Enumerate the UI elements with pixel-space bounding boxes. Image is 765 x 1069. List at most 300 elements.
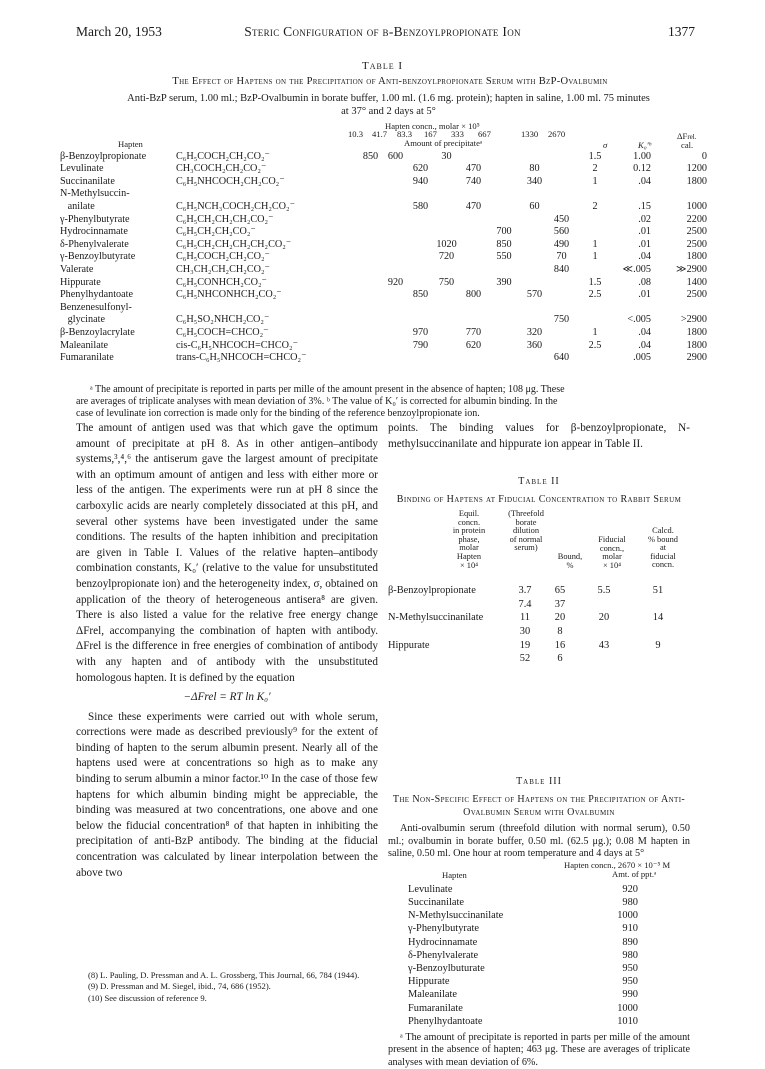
table2-fiducial: 43 bbox=[598, 639, 610, 651]
table1-conc-value: 1330 bbox=[521, 129, 539, 139]
table3-amount: 920 bbox=[622, 883, 638, 895]
table2-head-line: concn. bbox=[457, 517, 481, 527]
dF-value: 2200 bbox=[686, 213, 707, 225]
precipitate-value: 750 bbox=[438, 276, 455, 288]
precipitate-value bbox=[383, 314, 408, 327]
precipitate-value bbox=[521, 263, 548, 276]
k-value: .01 bbox=[638, 289, 651, 301]
table2-head-unit: × 10⁴ bbox=[459, 560, 479, 570]
running-title: Steric Configuration of β-Benzoylpropionate Ion bbox=[244, 24, 521, 39]
table2-head-line: at bbox=[659, 543, 667, 553]
precipitate-value bbox=[460, 213, 487, 226]
precipitate-value bbox=[408, 251, 433, 264]
k-value bbox=[615, 188, 661, 201]
table2-bound: 6 bbox=[557, 653, 563, 665]
table3-row bbox=[408, 949, 638, 962]
dF-value: 1800 bbox=[686, 175, 707, 187]
table1-conc-value: 667 bbox=[478, 129, 491, 139]
table3-head-hapten: Hapten bbox=[442, 869, 467, 880]
table3-body bbox=[408, 883, 638, 1028]
precipitate-value bbox=[433, 314, 460, 327]
table3-row bbox=[408, 988, 638, 1001]
table3-amount: 980 bbox=[622, 949, 638, 961]
k-value: .15 bbox=[638, 200, 651, 212]
table3-hapten: N-Methylsuccinanilate bbox=[408, 910, 504, 922]
hapten-name: Levulinate bbox=[60, 163, 104, 175]
precipitate-value bbox=[460, 263, 487, 276]
hapten-name: Succinanilate bbox=[60, 175, 115, 187]
k-value: .04 bbox=[638, 339, 651, 351]
precipitate-value bbox=[358, 251, 383, 264]
sigma-value: 1.5 bbox=[588, 276, 602, 288]
table3-amount: 950 bbox=[622, 963, 638, 974]
precipitate-value bbox=[548, 163, 575, 176]
precipitate-value: 470 bbox=[465, 200, 482, 212]
reference-8: (8) L. Pauling, D. Pressman and A. L. Grossberg, This Journal, 66, 784 (1944). bbox=[88, 970, 360, 980]
dF-value bbox=[661, 301, 707, 314]
table2-head-line: phase, bbox=[458, 534, 480, 544]
precipitate-value: 850 bbox=[362, 150, 379, 162]
precipitate-value bbox=[548, 276, 575, 289]
table3-description: Anti-ovalbumin serum (threefold dilution with normal serum), 0.50 ml.; ovalbumin in borate buffer, 0.50 ml. (62.5 μg.); 0.08 M hapten in saline, 0.50 ml. One hour at room temperature and 4 days at 5° bbox=[388, 823, 690, 860]
table2-row bbox=[388, 584, 684, 598]
precipitate-value bbox=[408, 213, 433, 226]
precipitate-value bbox=[358, 188, 383, 201]
precipitate-value bbox=[358, 175, 383, 188]
precipitate-value: 320 bbox=[526, 326, 543, 338]
sigma-value: 2 bbox=[592, 163, 598, 175]
table2-caption: Binding of Haptens at Fiducial Concentration to Rabbit Serum bbox=[396, 494, 682, 505]
table2-calcd: 51 bbox=[652, 585, 664, 597]
precipitate-value bbox=[408, 226, 433, 239]
reference-9: (9) D. Pressman and M. Siegel, ibid., 74, 686 (1952). bbox=[88, 981, 271, 992]
precipitate-value: 840 bbox=[553, 263, 570, 275]
precipitate-value: 620 bbox=[465, 339, 482, 351]
table1-caption: The Effect of Haptens on the Precipitation of Anti-benzoylpropionate Serum with BzP-Ovalbumin bbox=[172, 76, 608, 87]
precipitate-value bbox=[548, 188, 575, 201]
table3-footnote: ᵃ The amount of precipitate is reported in parts per mille of the amount present in the absence of hapten; 463 μg. These are averages of triplicate analyses with mean deviation of 6%. bbox=[388, 1031, 690, 1068]
precipitate-value bbox=[487, 175, 521, 188]
table2-header bbox=[388, 510, 690, 584]
sigma-value: 1 bbox=[592, 175, 598, 187]
table1-conc-value: 41.7 bbox=[372, 129, 388, 139]
precipitate-value: 640 bbox=[553, 352, 570, 364]
table3-hapten: Maleanilate bbox=[408, 989, 458, 1001]
precipitate-value bbox=[487, 263, 521, 276]
table1-row bbox=[60, 163, 707, 176]
precipitate-value bbox=[460, 188, 487, 201]
precipitate-value: 70 bbox=[556, 251, 567, 263]
equation: −ΔFrel = RT ln K₀′ bbox=[183, 691, 271, 704]
precipitate-value bbox=[487, 326, 521, 339]
precipitate-value bbox=[487, 200, 521, 213]
precipitate-value bbox=[487, 314, 521, 327]
hapten-name: Phenylhydantoate bbox=[60, 289, 133, 301]
table2-label: Table II bbox=[518, 476, 560, 487]
precipitate-value bbox=[548, 339, 575, 352]
k-value: .005 bbox=[633, 352, 651, 364]
hapten-formula: cis-C₆H₅NHCOCH=CHCO₂⁻ bbox=[176, 339, 298, 351]
table3-hapten: Succinanilate bbox=[408, 897, 464, 909]
table2-head-line: molar bbox=[459, 543, 479, 553]
hapten-name: δ-Phenylvalerate bbox=[60, 238, 129, 250]
precipitate-value: 800 bbox=[465, 289, 482, 301]
header-date: March 20, 1953 bbox=[76, 24, 162, 39]
dF-value: 2500 bbox=[686, 289, 707, 301]
dF-value: 1200 bbox=[686, 163, 707, 175]
sigma-value bbox=[575, 188, 615, 201]
precipitate-value bbox=[521, 188, 548, 201]
hapten-name: γ-Benzoylbutyrate bbox=[60, 251, 136, 263]
table3-hapten: γ-Phenylbutyrate bbox=[408, 923, 479, 935]
dF-value: 2900 bbox=[686, 352, 707, 364]
hapten-name: Maleanilate bbox=[60, 339, 109, 351]
sigma-value: 1 bbox=[592, 238, 598, 250]
precipitate-value bbox=[358, 213, 383, 226]
table2-hapten: Hippurate bbox=[388, 639, 430, 651]
dF-value bbox=[661, 188, 707, 201]
table2-hapten: N-Methylsuccinanilate bbox=[388, 612, 484, 624]
table1-sigma-heading: σ bbox=[603, 140, 608, 150]
table2-head-equil bbox=[434, 510, 504, 570]
table2-equil: 3.7 bbox=[518, 585, 532, 597]
precipitate-value bbox=[383, 213, 408, 226]
dF-value: 2500 bbox=[686, 226, 707, 238]
precipitate-value bbox=[358, 289, 383, 302]
hapten-formula bbox=[176, 301, 358, 314]
precipitate-value: 850 bbox=[496, 238, 512, 250]
dF-value: 2500 bbox=[686, 238, 707, 250]
hapten-formula: C₆H₅CH₂CH₂CO₂⁻ bbox=[176, 226, 256, 238]
k-value: .04 bbox=[638, 326, 651, 338]
table2-hapten: β-Benzoylpropionate bbox=[388, 585, 476, 597]
table2-equil: 30 bbox=[519, 626, 531, 638]
table2-fiducial bbox=[576, 625, 632, 639]
precipitate-value bbox=[521, 301, 548, 314]
precipitate-value bbox=[460, 251, 487, 264]
table3-amount: 1000 bbox=[617, 1002, 638, 1014]
precipitate-value bbox=[358, 238, 383, 251]
precipitate-value bbox=[460, 301, 487, 314]
precipitate-value bbox=[383, 326, 408, 339]
hapten-formula: CH₃COCH₂CH₂CO₂⁻ bbox=[176, 163, 267, 175]
sigma-value bbox=[575, 213, 615, 226]
left-paragraph-2: Since these experiments were carried out with whole serum, corrections were made as described previously⁹ for the extent of binding of hapten to the serum albumin present. Nearly all of the haptens used were at concentrations so high as to make any binding to serum albumin a minor factor.¹⁰ In the case of those few haptens for which albumin binding might be appreciable, the binding was measured at two concentrations, one above and one below the fiducial concentration⁸ of that hapten in inhibiting the precipitation of anti-BzP antibody. The binding at the fiducial concentration was calculated by linear interpolation between the above two bbox=[76, 710, 378, 879]
table1-dF-symbol: ΔF bbox=[677, 131, 688, 141]
precipitate-value bbox=[408, 263, 433, 276]
hapten-name: γ-Phenylbutyrate bbox=[60, 213, 130, 225]
k-value: .02 bbox=[638, 213, 651, 225]
table2-row bbox=[388, 652, 684, 666]
dF-value: 0 bbox=[701, 150, 707, 162]
table2-calcd: 9 bbox=[655, 639, 661, 651]
table2-head-line: concn., bbox=[599, 543, 625, 553]
table3-head-conc: Hapten concn., 2670 × 10⁻⁵ M bbox=[564, 859, 671, 870]
precipitate-value bbox=[358, 163, 383, 176]
table2-hapten bbox=[388, 652, 506, 666]
precipitate-value bbox=[383, 263, 408, 276]
table3-hapten: Hydrocinnamate bbox=[408, 936, 478, 948]
precipitate-value bbox=[548, 175, 575, 188]
precipitate-value bbox=[408, 150, 433, 163]
precipitate-value bbox=[487, 289, 521, 302]
table2-fiducial: 5.5 bbox=[597, 585, 611, 597]
precipitate-value bbox=[487, 150, 521, 163]
table2-head-line: % bound bbox=[647, 534, 678, 544]
precipitate-value bbox=[548, 150, 575, 163]
precipitate-value: 920 bbox=[387, 276, 404, 288]
table3-hapten: Phenylhydantoate bbox=[408, 1015, 483, 1027]
table1-k-heading: K₀′ᵇ bbox=[638, 140, 651, 150]
k-value: <.005 bbox=[627, 314, 651, 326]
k-value: 1.00 bbox=[633, 150, 651, 162]
dF-value: ≫2900 bbox=[675, 263, 707, 275]
k-value: ≪.005 bbox=[622, 263, 651, 275]
precipitate-value bbox=[408, 352, 433, 365]
precipitate-value: 770 bbox=[465, 326, 482, 338]
precipitate-value bbox=[460, 276, 487, 289]
table1-row bbox=[60, 175, 707, 188]
precipitate-value: 620 bbox=[412, 163, 429, 175]
hapten-name: N-Methylsuccin- bbox=[60, 188, 130, 200]
precipitate-value bbox=[548, 200, 575, 213]
table1-dF-unit: cal. bbox=[681, 140, 694, 150]
precipitate-value bbox=[408, 314, 433, 327]
table2-head-threefold bbox=[496, 510, 556, 553]
precipitate-value bbox=[358, 339, 383, 352]
table3-hapten: Levulinate bbox=[408, 883, 453, 895]
precipitate-value bbox=[460, 226, 487, 239]
sigma-value bbox=[575, 301, 615, 314]
precipitate-value bbox=[548, 326, 575, 339]
hapten-name: β-Benzoylpropionate bbox=[60, 150, 147, 162]
table2-head-line: dilution bbox=[512, 526, 540, 536]
k-value: .08 bbox=[638, 276, 651, 288]
precipitate-value: 850 bbox=[412, 289, 429, 301]
hapten-formula: C₆H₅COCH=CHCO₂⁻ bbox=[176, 326, 269, 338]
table2-fiducial: 20 bbox=[598, 612, 610, 624]
precipitate-value bbox=[521, 213, 548, 226]
precipitate-value: 940 bbox=[412, 175, 429, 187]
table2-equil: 7.4 bbox=[518, 598, 532, 610]
precipitate-value: 720 bbox=[438, 251, 455, 263]
precipitate-value bbox=[433, 263, 460, 276]
table3-head-amt: Amt. of ppt.ᵃ bbox=[612, 868, 657, 879]
hapten-name: Valerate bbox=[60, 263, 94, 275]
table3-row bbox=[408, 975, 638, 988]
table3-hapten: γ-Benzoylbuturate bbox=[408, 963, 485, 974]
left-column bbox=[76, 421, 378, 881]
hapten-formula: C₆H₅COCH₂CH₂CO₂⁻ bbox=[176, 251, 270, 263]
precipitate-value bbox=[521, 150, 548, 163]
table2-row bbox=[388, 638, 684, 652]
table1-row bbox=[60, 276, 707, 289]
hapten-name: β-Benzoylacrylate bbox=[60, 326, 135, 338]
left-paragraph-1: The amount of antigen used was that which gave the optimum amount of precipitate at pH 8. As in other antigen–antibody systems,³,⁴,⁶ the antiserum gave the largest amount of precipitate with an optimum amount of antigen and less with either more or less of the antigen. The experiments were run at pH 8 since the carboxylic acids are nearly completely dissociated at this pH, and several other systems have been investigated under the same conditions. The results of the hapten inhibition and precipitation are given in Table I. Values of the relative hapten–antibody combination constants, K₀′ (relative to the value for unsubstituted benzoylpropionate ion) and the heterogeneity index, σ, obtained on application of the theory of heterogeneous antisera⁸ are given. There is also listed a value for the relative free energy change ΔFrel, accompanying the combination of hapten with antibody. ΔFrel is the difference in free energies of combination of antibody with any hapten and of antibody with the unsubstituted homologous hapten. It is defined by the equation bbox=[76, 422, 378, 684]
dF-value: >2900 bbox=[680, 314, 707, 326]
table1-amount-heading: Amount of precipitateᵃ bbox=[404, 138, 483, 148]
precipitate-value bbox=[358, 352, 383, 365]
table3-amount: 950 bbox=[622, 976, 638, 988]
table2-head-line: Equil. bbox=[458, 509, 480, 518]
table2-row bbox=[388, 611, 684, 625]
table1-footnote-line2: are averages of triplicate analyses with mean deviation of 3%. ᵇ The value of K₀′ is corrected for albumin binding. In the bbox=[76, 396, 558, 407]
hapten-formula: C₆H₅COCH₂CH₂CO₂⁻ bbox=[176, 150, 270, 162]
table3-amount: 910 bbox=[622, 923, 638, 935]
hapten-name: Fumaranilate bbox=[60, 352, 114, 364]
table2-equil: 52 bbox=[519, 653, 531, 665]
precipitate-value bbox=[433, 339, 460, 352]
table1-footnote bbox=[76, 384, 706, 420]
precipitate-value bbox=[548, 301, 575, 314]
table1-row bbox=[60, 263, 707, 276]
table1-row bbox=[60, 226, 707, 239]
precipitate-value: 80 bbox=[529, 163, 540, 175]
table1-conc-value: 2670 bbox=[548, 129, 566, 139]
hapten-formula: C₆H₅SO₂NHCH₂CO₂⁻ bbox=[176, 314, 270, 326]
table3-row bbox=[408, 922, 638, 935]
table2-calcd bbox=[632, 652, 684, 666]
precipitate-value bbox=[383, 289, 408, 302]
table1-footnote-line3: case of levulinate ion correction is made only for the binding of the reference benzoylpropionate ion. bbox=[76, 408, 480, 419]
table1-row bbox=[60, 301, 707, 314]
table2-head-bound-unit: % bbox=[566, 560, 574, 570]
precipitate-value bbox=[433, 188, 460, 201]
table3-amount: 1010 bbox=[617, 1015, 638, 1027]
table2-head-line: of normal bbox=[509, 534, 543, 544]
table1-hapten-heading: Hapten bbox=[118, 139, 143, 149]
table1-row bbox=[60, 188, 707, 201]
table2-head-line: borate bbox=[515, 517, 537, 527]
k-value bbox=[615, 301, 661, 314]
precipitate-value bbox=[383, 163, 408, 176]
k-value: .01 bbox=[638, 226, 651, 238]
table2-hapten bbox=[388, 625, 506, 639]
right-column bbox=[388, 421, 690, 452]
precipitate-value: 580 bbox=[412, 200, 429, 212]
precipitate-value: 60 bbox=[529, 200, 540, 212]
precipitate-value: 450 bbox=[553, 213, 570, 225]
precipitate-value bbox=[433, 301, 460, 314]
precipitate-value bbox=[383, 175, 408, 188]
precipitate-value bbox=[383, 301, 408, 314]
references bbox=[78, 970, 378, 1004]
hapten-formula: C₆H₅CONHCH₂CO₂⁻ bbox=[176, 276, 267, 288]
table2-head-bound-label: Bound, bbox=[557, 552, 583, 561]
table3-block bbox=[388, 776, 690, 1069]
table1-conc-heading: Hapten concn., molar × 10⁵ bbox=[385, 121, 480, 131]
k-value: .04 bbox=[638, 251, 651, 263]
table1-row bbox=[60, 314, 707, 327]
precipitate-value: 30 bbox=[441, 150, 452, 162]
precipitate-value bbox=[487, 163, 521, 176]
table1-row bbox=[60, 289, 707, 302]
precipitate-value bbox=[433, 326, 460, 339]
table2-head-line: (Threefold bbox=[508, 509, 544, 518]
hapten-formula: C₆H₅NCH₃COCH₂CH₂CO₂⁻ bbox=[176, 200, 295, 212]
table2-head-line: Calcd. bbox=[652, 526, 674, 535]
table2-bound: 16 bbox=[554, 639, 566, 651]
sigma-value bbox=[575, 263, 615, 276]
precipitate-value bbox=[383, 200, 408, 213]
dF-value: 1800 bbox=[686, 339, 707, 351]
precipitate-value bbox=[433, 175, 460, 188]
table2-calcd bbox=[632, 598, 684, 612]
table3-label: Table III bbox=[516, 776, 562, 787]
table1-conc-value: 167 bbox=[424, 129, 437, 139]
precipitate-value: 970 bbox=[412, 326, 429, 338]
dF-value: 1800 bbox=[686, 251, 707, 263]
table1-description-line1: Anti-BzP serum, 1.00 ml.; BzP-Ovalbumin in borate buffer, 1.00 ml. (1.6 mg. protein); hapten in saline, 1.00 ml. 75 minutes bbox=[127, 93, 650, 104]
table1-conc-value: 333 bbox=[451, 129, 464, 139]
table1-row bbox=[60, 150, 707, 163]
table2-row bbox=[388, 625, 684, 639]
precipitate-value bbox=[358, 326, 383, 339]
precipitate-value bbox=[408, 276, 433, 289]
table2-head-fiducial bbox=[592, 536, 632, 570]
table2-head-bound bbox=[553, 553, 587, 570]
table3-header bbox=[388, 861, 690, 883]
table2-head-line: in protein bbox=[452, 526, 486, 536]
table2-head-line: concn. bbox=[651, 560, 675, 570]
table1-row bbox=[60, 238, 707, 251]
hapten-formula: C₆H₅CH₂CH₂CH₂CO₂⁻ bbox=[176, 213, 274, 225]
sigma-value: 2 bbox=[592, 200, 598, 212]
precipitate-value bbox=[460, 352, 487, 365]
table2-bound: 37 bbox=[554, 598, 566, 610]
sigma-value: 2.5 bbox=[588, 289, 602, 301]
dF-value: 1800 bbox=[686, 326, 707, 338]
hapten-formula: trans-C₆H₅NHCOCH=CHCO₂⁻ bbox=[176, 352, 307, 364]
hapten-name: Hydrocinnamate bbox=[60, 226, 128, 238]
hapten-name: Benzenesulfonyl- bbox=[60, 301, 132, 313]
table3-row bbox=[408, 1001, 638, 1014]
precipitate-value bbox=[487, 301, 521, 314]
k-value: .04 bbox=[638, 175, 651, 187]
k-value: .01 bbox=[638, 238, 651, 250]
precipitate-value bbox=[548, 289, 575, 302]
precipitate-value bbox=[408, 188, 433, 201]
dF-value: 1400 bbox=[686, 276, 707, 288]
table1-conc-value: 10.3 bbox=[348, 129, 364, 139]
table2-calcd: 14 bbox=[652, 612, 664, 624]
table2-head-line: fiducial bbox=[650, 551, 676, 561]
dF-value: 1000 bbox=[686, 200, 707, 212]
precipitate-value: 340 bbox=[526, 175, 543, 187]
table3-row bbox=[408, 909, 638, 922]
precipitate-value: 740 bbox=[465, 175, 482, 187]
precipitate-value: 360 bbox=[526, 339, 543, 351]
precipitate-value bbox=[383, 339, 408, 352]
hapten-formula bbox=[176, 188, 358, 201]
precipitate-value: 570 bbox=[526, 289, 543, 301]
precipitate-value bbox=[487, 213, 521, 226]
precipitate-value bbox=[383, 188, 408, 201]
table2-head-line: molar bbox=[602, 552, 622, 562]
table3-hapten: Hippurate bbox=[408, 976, 450, 988]
k-value: 0.12 bbox=[633, 163, 651, 175]
table2-head-calcd bbox=[638, 527, 688, 570]
precipitate-value: 470 bbox=[465, 163, 482, 175]
precipitate-value bbox=[358, 276, 383, 289]
table3-amount: 980 bbox=[622, 897, 638, 909]
table1-label: Table I bbox=[361, 60, 404, 72]
table2-block bbox=[388, 476, 690, 666]
sigma-value: 1 bbox=[592, 326, 598, 338]
table2-body bbox=[388, 584, 684, 666]
table3-row bbox=[408, 883, 638, 896]
table2-head-line: serum) bbox=[514, 543, 538, 553]
